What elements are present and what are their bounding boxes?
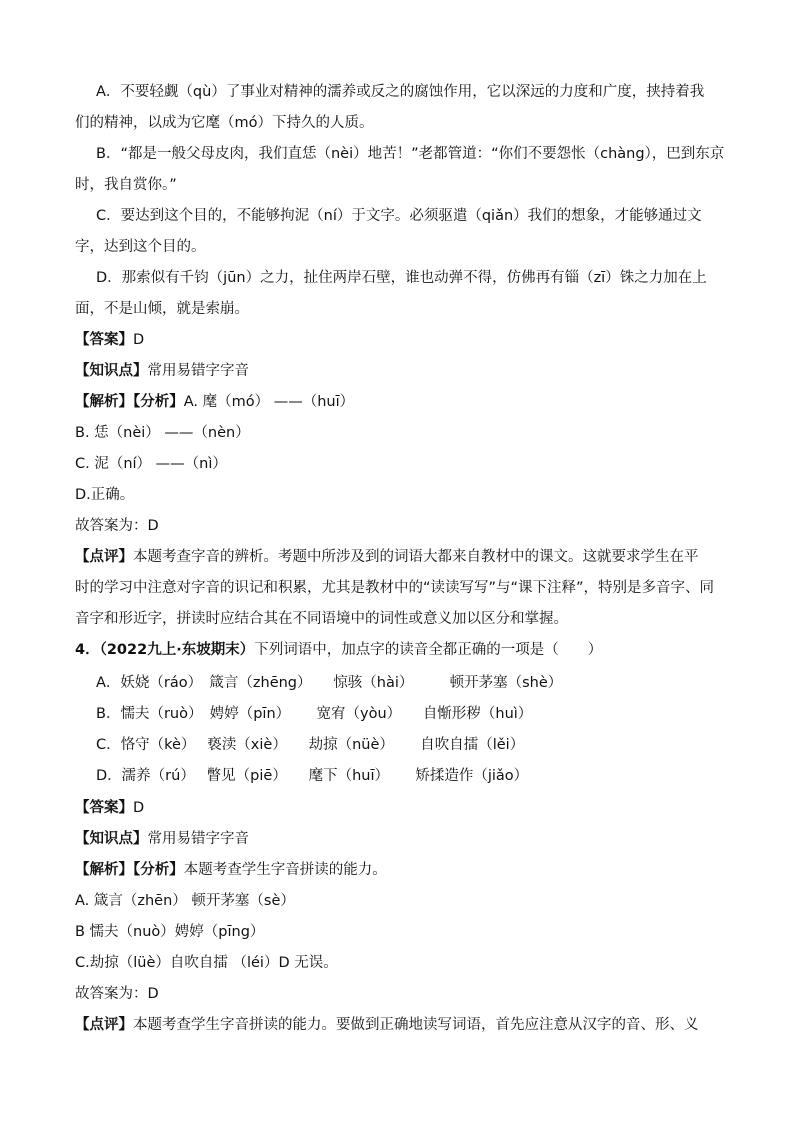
q4-analysis-tag: 【解析】【分析】	[75, 862, 184, 878]
q4-conclusion: 故答案为：D	[75, 986, 159, 1002]
q4-stem	[75, 640, 602, 660]
q3-analysis-line3: C. 泥（ní） ——（nì）	[75, 456, 227, 472]
q3-option-c-line2: 字，达到这个目的。	[75, 239, 206, 255]
q3-analysis-line4: D.正确。	[75, 487, 135, 503]
q4-review-tag: 【点评】	[75, 1017, 133, 1033]
q4-answer-value: D	[133, 800, 145, 816]
q4-stem-text: 下列词语中，加点字的读音全都正确的一项是（ ）	[254, 642, 603, 658]
q4-analysis-line2: B 懦夫（nuò）娉婷（pīng）	[75, 924, 265, 940]
q3-answer-value: D	[133, 332, 145, 348]
q4-option-b: B．懦夫（ruò） 娉婷（pīn） 宽宥（yòu） 自惭形秽（huì）	[96, 706, 533, 722]
q3-option-a-line2: 们的精神，以成为它麾（mó）下持久的人质。	[75, 115, 374, 131]
q3-analysis-line2: B. 恁（nèi） ——（nèn）	[75, 425, 250, 441]
q3-option-c-line1: C．要达到这个目的，不能够拘泥（ní）于文字。必须驱遣（qiǎn）我们的想象，才能够通过文	[96, 208, 702, 224]
q4-answer-tag: 【答案】	[75, 800, 133, 816]
q4-option-d: D．濡养（rú） 瞥见（piē） 麾下（huī） 矫揉造作（jiǎo）	[96, 768, 529, 784]
q4-option-c: C．恪守（kè） 亵渎（xiè） 劫掠（nüè） 自吹自擂（lěi）	[96, 737, 525, 753]
q4-source: （2022九上·东坡期末）	[99, 642, 255, 658]
q4-review	[75, 1015, 699, 1035]
q3-kp-value: 常用易错字字音	[147, 363, 249, 379]
q4-kp-value: 常用易错字字音	[147, 831, 249, 847]
q3-review-tag: 【点评】	[75, 549, 133, 565]
q4-option-a: A．妖娆（ráo） 箴言（zhēng） 惊骇（hài） 顿开茅塞（shè）	[96, 675, 563, 691]
q4-number: 4．	[75, 642, 100, 658]
q3-option-b-line2: 时，我自赏你。”	[75, 177, 177, 193]
q3-answer-tag: 【答案】	[75, 332, 133, 348]
q4-analysis-line1: A. 箴言（zhēn） 顿开茅塞（sè）	[75, 893, 295, 909]
q3-option-a-line1: A．不要轻觑（qù）了事业对精神的濡养或反之的腐蚀作用，它以深远的力度和广度，挟持着我	[96, 84, 705, 100]
q3-answer	[75, 330, 144, 350]
q4-kp-tag: 【知识点】	[75, 831, 148, 847]
q3-conclusion: 故答案为：D	[75, 518, 159, 534]
q3-review	[75, 547, 699, 567]
q4-review-line1: 本题考查学生字音拼读的能力。要做到正确地读写词语，首先应注意从汉字的音、形、义	[133, 1017, 699, 1033]
q3-analysis-line1: A. 麾（mó） ——（huī）	[183, 394, 355, 410]
q4-answer	[75, 798, 144, 818]
q4-analysis	[75, 860, 387, 880]
q3-option-b-line1: B．“都是一般父母皮肉，我们直恁（nèi）地苦！”老都管道：“你们不要怨怅（chàng），巴到东京	[96, 146, 725, 162]
q3-review-line3: 音字和形近字，拼读时应结合其在不同语境中的词性或意义加以区分和掌握。	[75, 611, 568, 627]
q3-review-line1: 本题考查字音的辨析。考题中所涉及到的词语大都来自教材中的课文。这就要求学生在平	[133, 549, 699, 565]
q4-analysis-line3: C.劫掠（lüè）自吹自擂 （léi）D 无误。	[75, 955, 338, 971]
q3-analysis-tag: 【解析】【分析】	[75, 394, 184, 410]
q4-knowledge-point	[75, 829, 249, 849]
q3-review-line2: 时的学习中注意对字音的识记和积累，尤其是教材中的“读读写写”与“课下注释”，特别是多音字、同	[75, 580, 715, 596]
q4-analysis-text: 本题考查学生字音拼读的能力。	[183, 862, 387, 878]
q3-option-d-line1: D．那索似有千钧（jūn）之力，扯住两岸石壁，谁也动弹不得，仿佛再有锱（zī）铢之力加在上	[96, 270, 707, 286]
q3-option-d-line2: 面，不是山倾，就是索崩。	[75, 301, 249, 317]
q3-knowledge-point	[75, 361, 249, 381]
q3-analysis	[75, 392, 354, 412]
q3-kp-tag: 【知识点】	[75, 363, 148, 379]
